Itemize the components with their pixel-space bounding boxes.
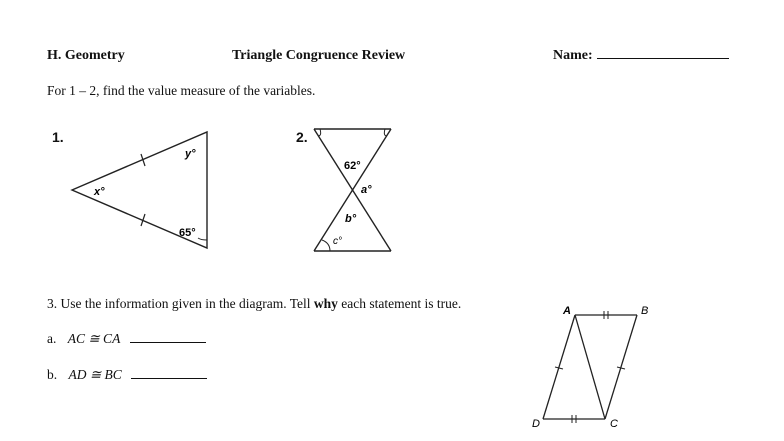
label-y: y° bbox=[185, 148, 196, 160]
segment-ac bbox=[575, 315, 605, 419]
vertex-a: A bbox=[563, 305, 571, 317]
instructions: For 1 – 2, find the value measure of the variables. bbox=[47, 83, 316, 98]
item-a-statement: AC ≅ CA bbox=[67, 331, 121, 346]
item-b-statement: AD ≅ BC bbox=[68, 367, 122, 382]
problem-2-number: 2. bbox=[296, 129, 308, 145]
prompt-post: each statement is true. bbox=[337, 296, 462, 311]
label-65: 65° bbox=[179, 227, 196, 239]
course-name: H. Geometry bbox=[47, 48, 125, 63]
problem-1-number: 1. bbox=[52, 129, 64, 145]
segment-ad bbox=[543, 315, 575, 419]
name-label: Name: bbox=[553, 48, 593, 63]
item-b-label: b. bbox=[47, 367, 58, 382]
prompt-pre: 3. Use the information given in the diagram. Tell bbox=[47, 296, 314, 311]
label-62: 62° bbox=[344, 160, 361, 172]
segment-bc bbox=[605, 315, 637, 419]
item-a-label: a. bbox=[47, 331, 57, 346]
label-b: b° bbox=[345, 213, 357, 225]
vertex-c: C bbox=[610, 418, 618, 430]
label-a: a° bbox=[361, 184, 372, 196]
vertex-d: D bbox=[532, 418, 540, 430]
label-x: x° bbox=[94, 186, 105, 198]
vertex-b: B bbox=[641, 305, 649, 317]
prompt-bold: why bbox=[313, 296, 338, 311]
worksheet-title: Triangle Congruence Review bbox=[232, 48, 406, 63]
label-c: c° bbox=[333, 236, 342, 247]
